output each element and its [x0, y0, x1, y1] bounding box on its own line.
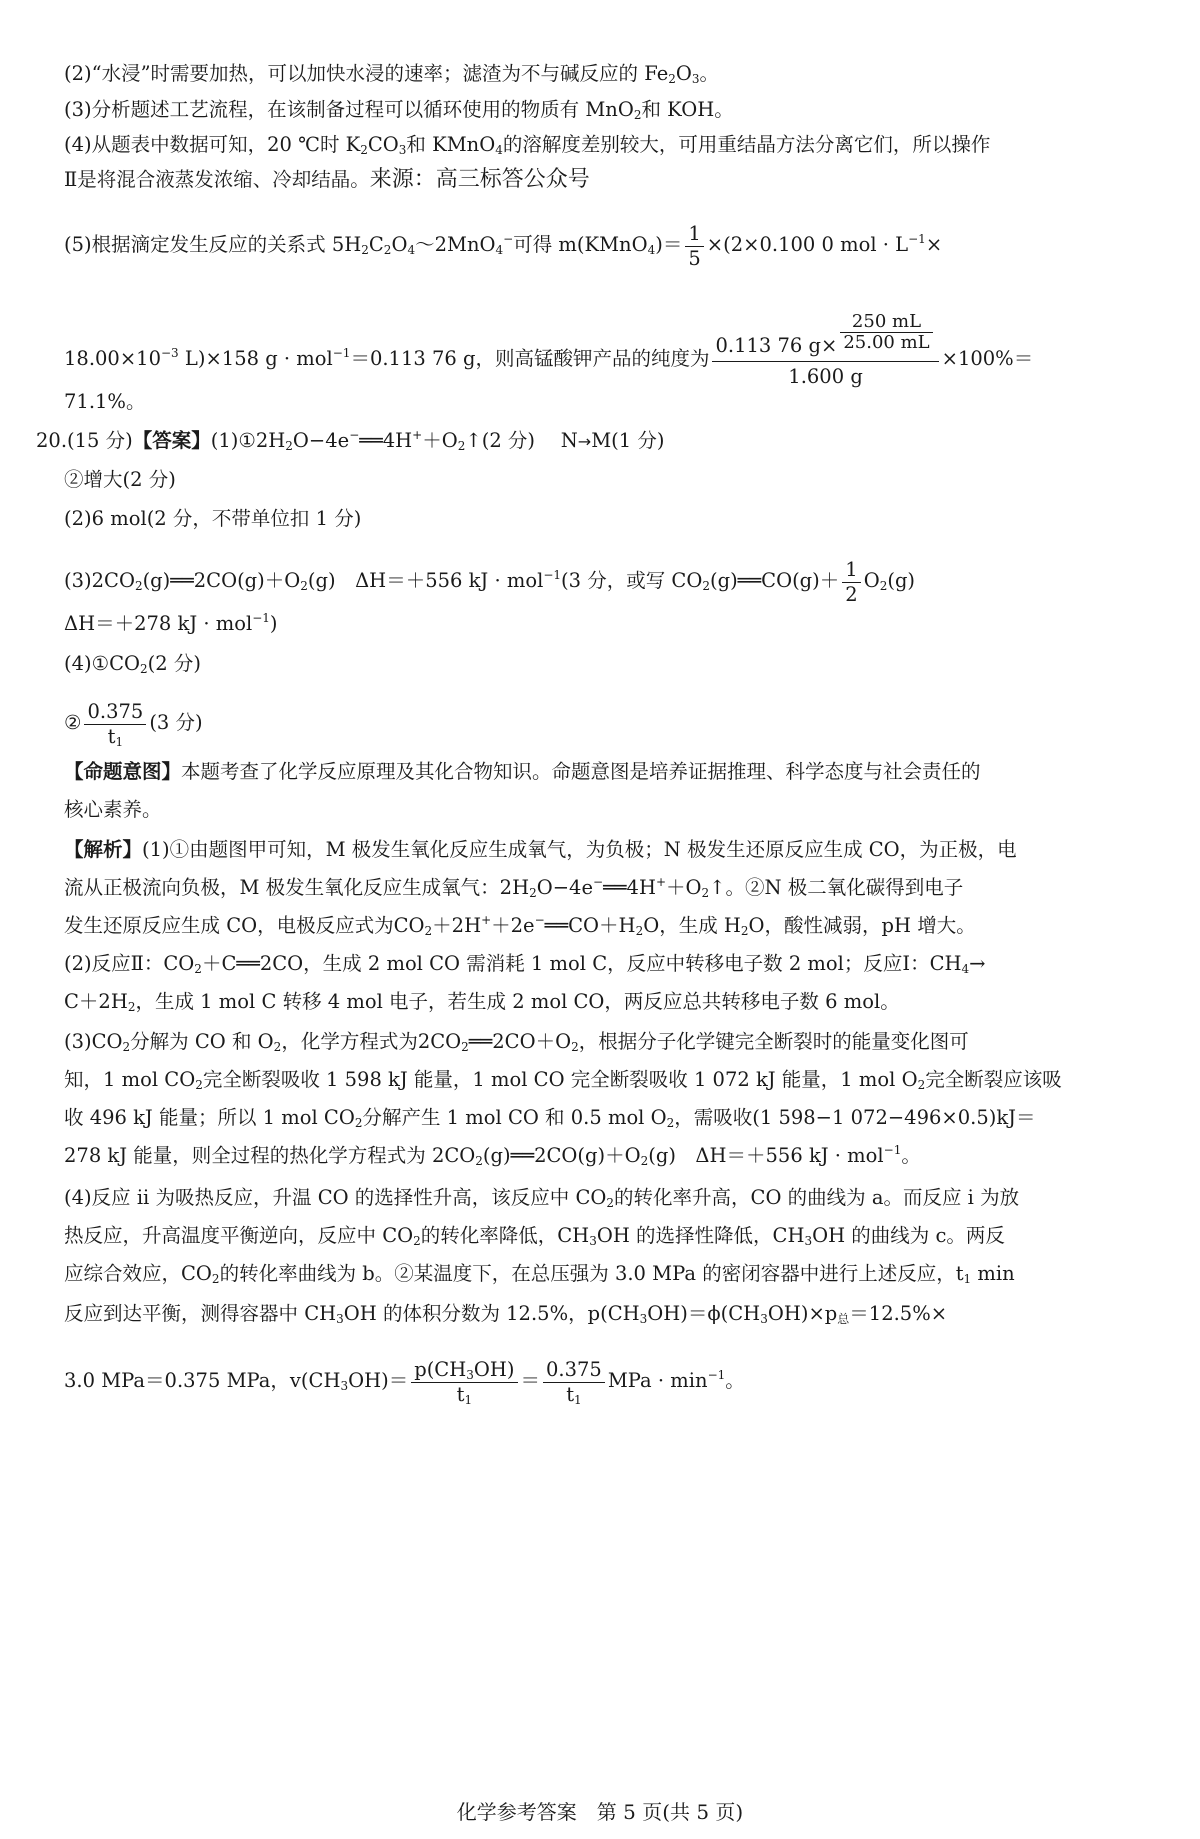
text-line: (2)“水浸”时需要加热，可以加快水浸的速率；滤渣为不与碱反应的 $Fe_2O_3$。	[64, 62, 720, 86]
arrow-icon: →	[577, 432, 592, 451]
text-line: 收 496 kJ 能量；所以 1 mol $CO_2$分解产生 1 mol CO 和 0.5 mol $O_2$，需吸收(1 598−1 072−496×0.5)kJ＝	[64, 1106, 1036, 1130]
text-line: 核心素养。	[64, 798, 162, 821]
watermark-text: 来源：高三标答公众号	[369, 167, 590, 192]
text-line: 278 kJ 能量，则全过程的热化学方程式为 $2CO_2(g)══2CO(g)+O_2(g)$ ΔH＝＋556 kJ · mol$^{-1}$。	[64, 1143, 921, 1168]
fraction: $\frac{p(CH_3OH)}{t_1}$	[411, 1358, 517, 1407]
text-line: 【命题意图】本题考查了化学反应原理及其化合物知识。命题意图是培养证据推理、科学态度与社会责任的	[64, 760, 981, 783]
text-line: 热反应，升高温度平衡逆向，反应中 $CO_2$的转化率降低，$CH_3OH$ 的选择性降低，$CH_3OH$ 的曲线为 c。两反	[64, 1224, 1005, 1248]
text-line: 【解析】(1)①由题图甲可知，M 极发生氧化反应生成氧气，为负极；N 极发生还原反应生成 CO，为正极，电	[64, 838, 1017, 861]
text-line: 知，1 mol $CO_2$完全断裂吸收 1 598 kJ 能量，1 mol CO 完全断裂吸收 1 072 kJ 能量，1 mol $O_2$完全断裂应该吸	[64, 1068, 1062, 1092]
question-20-answer: 20.(15 分)【答案】$(1)①2H_2O-4e^-══4H^++O_2↑(2$ 分) N→M(1 分)	[36, 428, 665, 453]
fraction: $\frac{0.375}{t_1}$	[84, 700, 146, 749]
text-line: (2)6 mol(2 分，不带单位扣 1 分)	[64, 507, 362, 530]
text-line: 流从正极流向负极，M 极发生氧化反应生成氧气：$2H_2O-4e^-══4H^++O_2↑$。②N 极二氧化碳得到电子	[64, 875, 964, 900]
text-line: ②增大(2 分)	[64, 468, 176, 491]
text-line: 71.1%。	[64, 390, 146, 413]
text-line: 发生还原反应生成 CO，电极反应式为$CO_2+2H^++2e^-══CO+H_2O$，生成 $H_2O$，酸性减弱，pH 增大。	[64, 913, 976, 938]
text-line: Ⅱ是将混合液蒸发浓缩、冷却结晶。来源：高三标答公众号	[64, 167, 590, 192]
text-line: $C+2H_2$，生成 1 mol C 转移 4 mol 电子，若生成 2 mol CO，两反应总共转移电子数 6 mol。	[64, 990, 900, 1014]
text-line: (4)反应 ii 为吸热反应，升温 CO 的选择性升高，该反应中 $CO_2$的转化率升高，CO 的曲线为 a。而反应 i 为放	[64, 1186, 1020, 1210]
text-line: $(3)CO_2$分解为 CO 和 $O_2$，化学方程式为$2CO_2══2CO+O_2$，根据分子化学键完全断裂时的能量变化图可	[64, 1030, 969, 1054]
fraction: $\frac{0.375}{t_1}$	[543, 1358, 605, 1407]
text-line: 应综合效应，$CO_2$的转化率曲线为 b。②某温度下，在总压强为 3.0 MPa 的密闭容器中进行上述反应，$t_1$ min	[64, 1262, 1015, 1286]
page-footer: 化学参考答案 第 5 页(共 5 页)	[456, 1800, 744, 1824]
text-line: ΔH＝＋278 kJ · mol$^{-1}$)	[64, 611, 278, 635]
text-line: $(4)①CO_2(2$ 分)	[64, 652, 201, 676]
text-line: (5)根据滴定发生反应的关系式 $5H_2C_2O_4\sim 2MnO_4^-$可得 m(KMnO$_4$)＝ $\frac{1}{5}$ ×(2×0.100 0 mol · $L^{-1}\times$	[64, 222, 943, 270]
text-line: $18.00\times 10^{-3}$ L)×158 g · mol$^{-1}$＝0.113 76 g，则高锰酸钾产品的纯度为 0.113 76 g× $\frac{250 mL}{25.00 mL}$ 1.600 g ×100%＝	[64, 312, 1170, 392]
fraction: $\frac{1}{5}$	[685, 222, 703, 271]
text-line: (4)从题表中数据可知，20 ℃时 $K_2CO_3$和 KMnO$_4$的溶解度差别较大，可用重结晶方法分离它们，所以操作	[64, 133, 991, 157]
purity-fraction: 0.113 76 g× $\frac{250 mL}{25.00 mL}$ 1.600 g	[712, 312, 938, 392]
fraction: $\frac{1}{2}$	[842, 558, 860, 607]
text-line: ② $\frac{0.375}{t_1}$ (3 分)	[64, 700, 203, 749]
text-line: $(3)2CO_2(g)══2CO(g)+O_2(g)$ ΔH＝＋556 kJ · mol$^{-1}$(3 分，或写 $CO_2(g)══CO(g)+$ $\frac{1}{2}$ $O_2(g)$	[64, 558, 916, 606]
text-line: 反应到达平衡，测得容器中 $CH_3OH$ 的体积分数为 12.5%，$p(CH_3OH)=\phi(CH_3OH)\times p_总=12.5\%\times$	[64, 1302, 948, 1326]
text-line: (3)分析题述工艺流程，在该制备过程可以循环使用的物质有 MnO$_2$和 KOH。	[64, 98, 734, 122]
text-line: 3.0 MPa＝0.375 MPa，$v(CH_3OH)=$ $\frac{p(CH_3OH)}{t_1}$ ＝ $\frac{0.375}{t_1}$ MPa · $\min^{-1}$。	[64, 1358, 745, 1407]
text-line: (2)反应Ⅱ：$CO_2+C══2CO$，生成 2 mol CO 需消耗 1 mol C，反应中转移电子数 2 mol；反应Ⅰ：$CH_4\to$	[64, 952, 986, 976]
